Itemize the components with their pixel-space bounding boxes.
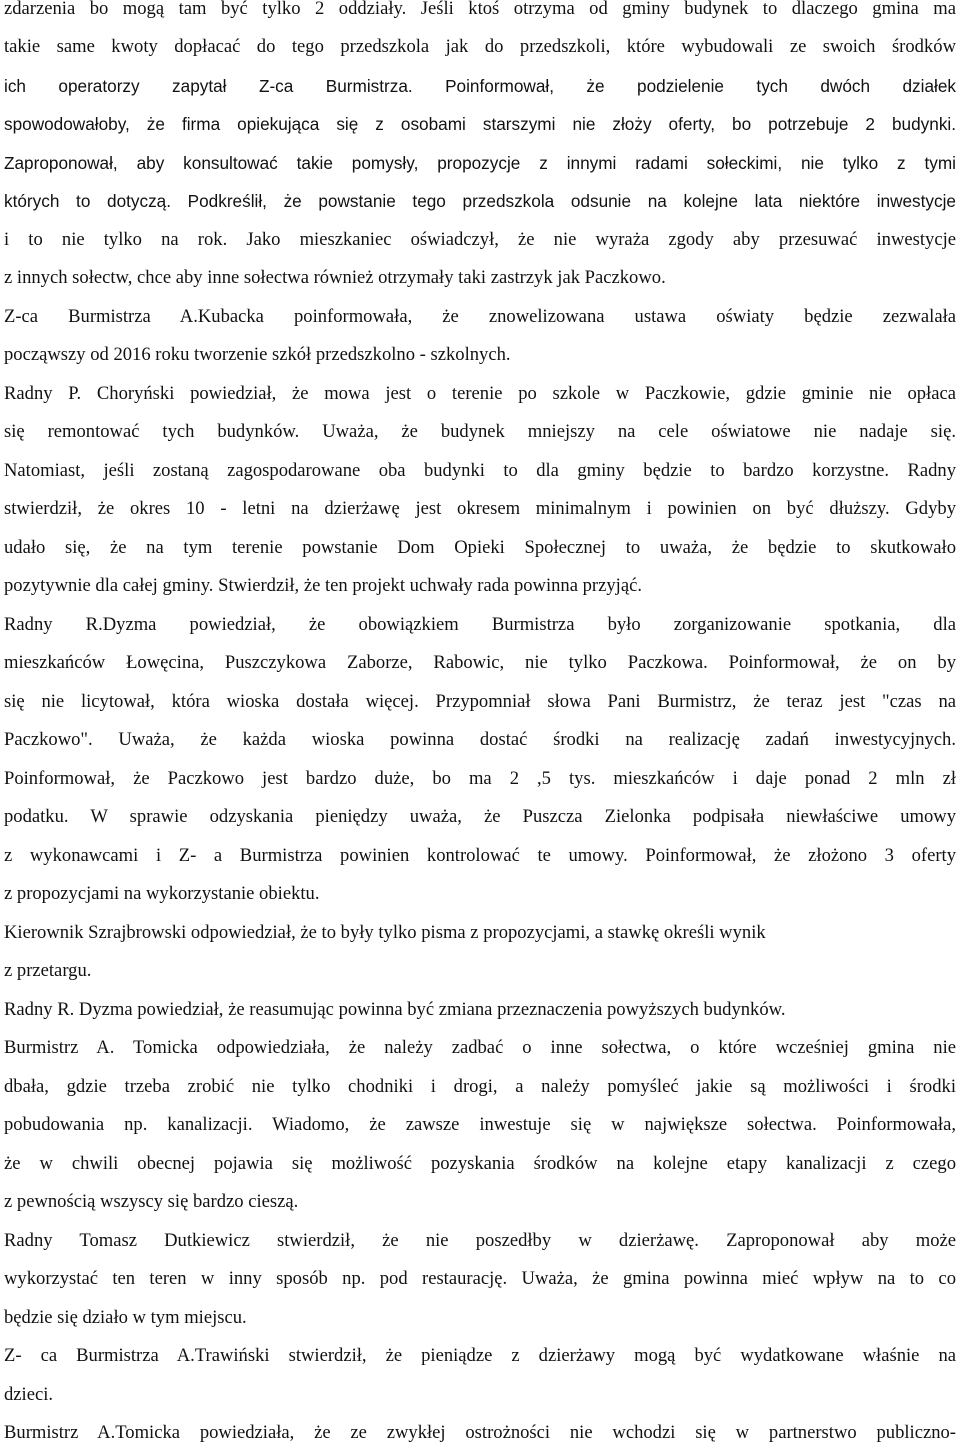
- text-line: począwszy od 2016 roku tworzenie szkół przedszkolno - szkolnych.: [4, 344, 511, 365]
- text-line: Radny P. Choryński powiedział, że mowa jest o terenie po szkole w Paczkowie, gdzie gminie nie opłaca: [4, 383, 956, 404]
- text-line: stwierdził, że okres 10 - letni na dzierżawę jest okresem minimalnym i powinien on być dłuższy. Gdyby: [4, 498, 956, 519]
- text-line: i to nie tylko na rok. Jako mieszkaniec oświadczył, że nie wyraża zgody aby przesuwać inwestycje: [4, 229, 956, 250]
- text-line: będzie się działo w tym miejscu.: [4, 1307, 247, 1328]
- text-line: ich operatorzy zapytał Z-ca Burmistrza. Poinformował, że podzielenie tych dwóch działek: [4, 76, 956, 96]
- text-line: dzieci.: [4, 1384, 54, 1405]
- text-line: Zaproponował, aby konsultować takie pomysły, propozycje z innymi radami sołeckimi, nie tylko z tymi: [4, 153, 956, 173]
- text-line: z innych sołectw, chce aby inne sołectwa również otrzymały taki zastrzyk jak Paczkowo.: [4, 267, 666, 288]
- text-line: Poinformował, że Paczkowo jest bardzo duże, bo ma 2 ,5 tys. mieszkańców i daje ponad 2 mln zł: [4, 768, 956, 789]
- text-line: z wykonawcami i Z- a Burmistrza powinien kontrolować te umowy. Poinformował, że złożono 3 oferty: [4, 845, 956, 866]
- text-line: z przetargu.: [4, 960, 92, 981]
- text-line: z propozycjami na wykorzystanie obiektu.: [4, 883, 320, 904]
- text-line: Radny R. Dyzma powiedział, że reasumując powinna być zmiana przeznaczenia powyższych budynków.: [4, 999, 786, 1020]
- text-line: Burmistrz A. Tomicka odpowiedziała, że należy zadbać o inne sołectwa, o które wcześniej gmina nie: [4, 1037, 956, 1058]
- text-line: pozytywnie dla całej gminy. Stwierdził, że ten projekt uchwały rada powinna przyjąć.: [4, 575, 642, 596]
- text-line: wykorzystać ten teren w inny sposób np. pod restaurację. Uważa, że gmina powinna mieć wpływ na to co: [4, 1268, 956, 1289]
- text-line: się nie licytował, która wioska dostała więcej. Przypomniał słowa Pani Burmistrz, że teraz jest "czas na: [4, 691, 956, 712]
- text-line: że w chwili obecnej pojawia się możliwość pozyskania środków na kolejne etapy kanalizacji z czego: [4, 1153, 956, 1174]
- text-line: Natomiast, jeśli zostaną zagospodarowane oba budynki to dla gminy będzie to bardzo korzystne. Radny: [4, 460, 956, 481]
- text-line: Z-ca Burmistrza A.Kubacka poinformowała, że znowelizowana ustawa oświaty będzie zezwalała: [4, 306, 956, 327]
- text-line: udało się, że na tym terenie powstanie Dom Opieki Społecznej to uważa, że będzie to skutkowało: [4, 537, 956, 558]
- text-line: pobudowania np. kanalizacji. Wiadomo, że zawsze inwestuje się w największe sołectwa. Poinformowała,: [4, 1114, 956, 1135]
- text-line: się remontować tych budynków. Uważa, że budynek mniejszy na cele oświatowe nie nadaje się.: [4, 421, 956, 442]
- text-line: Z- ca Burmistrza A.Trawiński stwierdził, że pieniądze z dzierżawy mogą być wydatkowane właśnie na: [4, 1345, 956, 1366]
- text-line: Burmistrz A.Tomicka powiedziała, że ze zwykłej ostrożności nie wchodzi się w partnerstwo publiczno-: [4, 1422, 956, 1443]
- text-line: takie same kwoty dopłacać do tego przedszkola jak do przedszkoli, które wybudowali ze swoich środków: [4, 36, 956, 57]
- text-line: których to dotyczą. Podkreślił, że powstanie tego przedszkola odsunie na kolejne lata niektóre inwestycje: [4, 191, 956, 211]
- text-line: Radny R.Dyzma powiedział, że obowiązkiem Burmistrza było zorganizowanie spotkania, dla: [4, 614, 956, 635]
- text-line: z pewnością wszyscy się bardzo cieszą.: [4, 1191, 299, 1212]
- text-line: Kierownik Szrajbrowski odpowiedział, że to były tylko pisma z propozycjami, a stawkę określi wynik: [4, 922, 766, 943]
- text-line: spowodowałoby, że firma opiekująca się z osobami starszymi nie złoży oferty, bo potrzebuje 2 budynki.: [4, 114, 956, 134]
- text-line: dbała, gdzie trzeba zrobić nie tylko chodniki i drogi, a należy pomyśleć jakie są możliwości i środki: [4, 1076, 956, 1097]
- text-line: Radny Tomasz Dutkiewicz stwierdził, że nie poszedłby w dzierżawę. Zaproponował aby może: [4, 1230, 956, 1251]
- text-line: zdarzenia bo mogą tam być tylko 2 oddziały. Jeśli ktoś otrzyma od gminy budynek to dlaczego gmina ma: [4, 0, 956, 19]
- text-line: Paczkowo". Uważa, że każda wioska powinna dostać środki na realizację zadań inwestycyjnych.: [4, 729, 956, 750]
- text-line: podatku. W sprawie odzyskania pieniędzy uważa, że Puszcza Zielonka podpisała niewłaściwe umowy: [4, 806, 956, 827]
- text-line: mieszkańców Łowęcina, Puszczykowa Zaborze, Rabowic, nie tylko Paczkowa. Poinformował, że on by: [4, 652, 956, 673]
